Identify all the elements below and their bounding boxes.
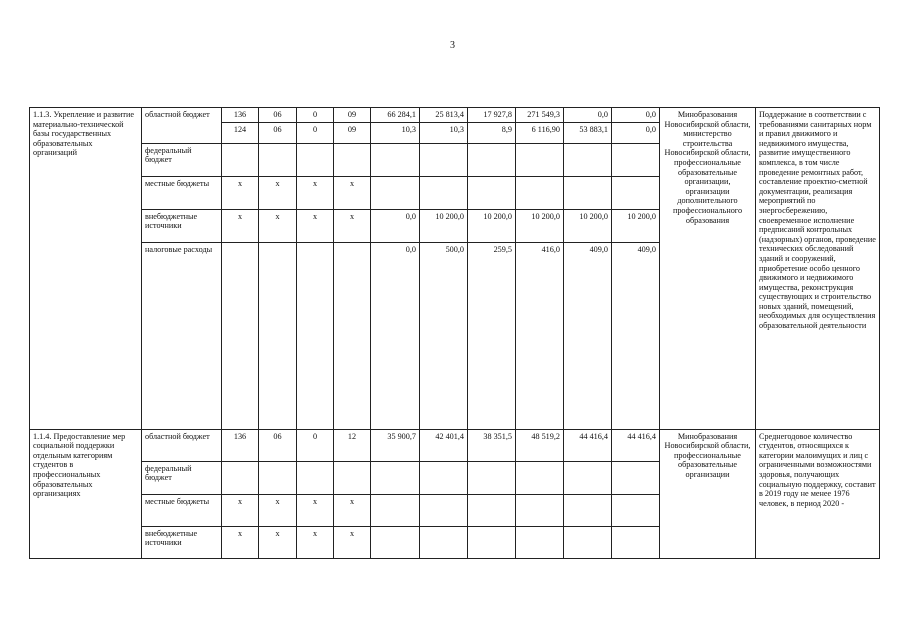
source-cell: местные бюджеты [142,176,222,209]
value-cell [612,176,660,209]
value-cell [564,461,612,494]
rz-cell [259,461,297,494]
csr-cell: x [334,494,371,526]
source-cell: внебюджетные источники [142,526,222,558]
value-cell: 44 416,4 [612,429,660,461]
value-cell: 42 401,4 [420,429,468,461]
pr-cell: 0 [297,429,334,461]
rz-cell: 06 [259,429,297,461]
value-cell [516,143,564,176]
value-cell: 25 813,4 [420,108,468,123]
source-cell: налоговые расходы [142,242,222,429]
value-cell: 0,0 [371,209,420,242]
value-cell [612,461,660,494]
value-cell [371,526,420,558]
value-cell: 416,0 [516,242,564,429]
value-cell: 17 927,8 [468,108,516,123]
value-cell: 271 549,3 [516,108,564,123]
value-cell [371,494,420,526]
value-cell [516,176,564,209]
value-cell: 8,9 [468,122,516,143]
pr-cell [297,143,334,176]
grbs-cell [222,143,259,176]
pr-cell: x [297,209,334,242]
value-cell: 409,0 [612,242,660,429]
pr-cell: x [297,494,334,526]
value-cell [420,176,468,209]
grbs-cell: 136 [222,108,259,123]
rz-cell: 06 [259,122,297,143]
value-cell [564,494,612,526]
pr-cell [297,461,334,494]
value-cell [468,494,516,526]
value-cell: 44 416,4 [564,429,612,461]
csr-cell: x [334,526,371,558]
value-cell [468,176,516,209]
value-cell: 0,0 [612,108,660,123]
grbs-cell [222,461,259,494]
rz-cell: 06 [259,108,297,123]
value-cell [420,143,468,176]
value-cell: 10 200,0 [516,209,564,242]
result-cell: Среднегодовое количество студентов, относящихся к категории малоимущих и лиц с ограниченными возможностями здоровья, получающих социальную поддержку, составит в 2019 году не менее 1976 человек, в период 2020 - [756,429,880,558]
grbs-cell: x [222,494,259,526]
value-cell [564,143,612,176]
grbs-cell: x [222,526,259,558]
value-cell: 0,0 [564,108,612,123]
rz-cell: x [259,526,297,558]
executor-cell: Минобразования Новосибирской области, профессиональные образовательные организации [660,429,756,558]
value-cell: 500,0 [420,242,468,429]
value-cell [612,526,660,558]
pr-cell: x [297,176,334,209]
program-table [29,107,880,559]
pr-cell [297,242,334,429]
table-row [30,108,880,123]
value-cell [612,494,660,526]
rz-cell: x [259,176,297,209]
value-cell [371,461,420,494]
value-cell: 6 116,90 [516,122,564,143]
pr-cell: 0 [297,122,334,143]
value-cell: 38 351,5 [468,429,516,461]
value-cell: 10 200,0 [420,209,468,242]
source-cell: федеральный бюджет [142,461,222,494]
value-cell: 0,0 [612,122,660,143]
csr-cell [334,242,371,429]
value-cell [420,526,468,558]
rz-cell: x [259,209,297,242]
page-number: 3 [450,40,455,51]
value-cell [371,176,420,209]
value-cell [612,143,660,176]
grbs-cell: 136 [222,429,259,461]
grbs-cell: x [222,209,259,242]
value-cell [468,143,516,176]
result-cell: Поддержание в соответствии с требованиями санитарных норм и правил движимого и недвижимого имущества, развитие имущественного комплекса, в том числе проведение ремонтных работ, составление проектно-сметной документации, реализация мероприятий по энергосбережению, своевременное исполнение предписаний контрольных (надзорных) органов, проведение технических обследований зданий и сооружений, приобретение особо ценного движимого и недвижимого имущества, реконструкция существующих и строительство новых зданий, помещений, необходимых для осуществления образовательной деятельности [756,108,880,430]
source-cell: местные бюджеты [142,494,222,526]
rz-cell [259,143,297,176]
source-cell: областной бюджет [142,108,222,144]
value-cell: 10,3 [371,122,420,143]
value-cell [564,176,612,209]
value-cell [468,461,516,494]
value-cell [516,461,564,494]
csr-cell: 12 [334,429,371,461]
value-cell [468,526,516,558]
value-cell [516,526,564,558]
value-cell: 53 883,1 [564,122,612,143]
table-body [30,108,880,559]
value-cell [420,461,468,494]
executor-cell: Минобразования Новосибирской области, министерство строительства Новосибирской области, профессиональные образовательные организации, организации дополнительного профессионального образования [660,108,756,430]
csr-cell: x [334,176,371,209]
pr-cell: 0 [297,108,334,123]
value-cell: 10 200,0 [612,209,660,242]
value-cell [564,526,612,558]
csr-cell: 09 [334,108,371,123]
csr-cell: x [334,209,371,242]
value-cell: 66 284,1 [371,108,420,123]
source-cell: внебюджетные источники [142,209,222,242]
csr-cell [334,143,371,176]
value-cell [516,494,564,526]
value-cell: 409,0 [564,242,612,429]
grbs-cell [222,242,259,429]
value-cell: 10 200,0 [564,209,612,242]
value-cell: 0,0 [371,242,420,429]
value-cell: 259,5 [468,242,516,429]
pr-cell: x [297,526,334,558]
grbs-cell: 124 [222,122,259,143]
csr-cell: 09 [334,122,371,143]
value-cell: 10 200,0 [468,209,516,242]
value-cell [420,494,468,526]
grbs-cell: x [222,176,259,209]
task-cell: 1.1.3. Укрепление и развитие материально-технической базы государственных образовательных организаций [30,108,142,430]
rz-cell: x [259,494,297,526]
value-cell: 35 900,7 [371,429,420,461]
table-row [30,429,880,461]
rz-cell [259,242,297,429]
value-cell: 10,3 [420,122,468,143]
source-cell: федеральный бюджет [142,143,222,176]
value-cell [371,143,420,176]
value-cell: 48 519,2 [516,429,564,461]
source-cell: областной бюджет [142,429,222,461]
task-cell: 1.1.4. Предоставление мер социальной поддержки отдельным категориям студентов в профессиональных образовательных организациях [30,429,142,558]
csr-cell [334,461,371,494]
